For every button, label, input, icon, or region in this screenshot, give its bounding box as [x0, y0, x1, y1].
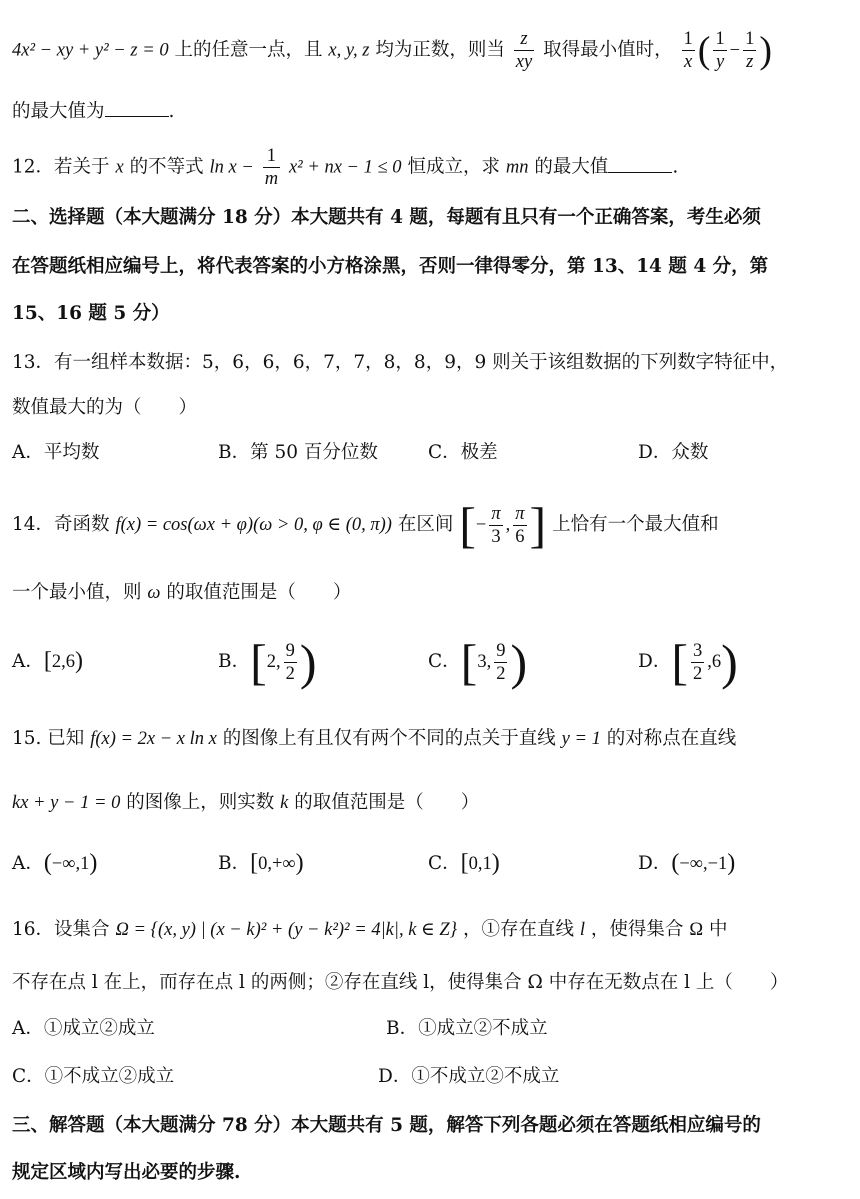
q11-vars: x, y, z	[328, 40, 370, 61]
q14-line1: 14．奇函数 f(x) = cos(ωx + φ)(ω > 0, φ ∈ (0, π)) 在区间 [− $\frac{\pi}{3}$ , $\frac{\pi}{6}$ ] 上恰有一个最大值和	[12, 497, 719, 553]
q15-line1: 15. 已知 f(x) = 2x − x ln x 的图像上有且仅有两个不同的点关于直线 y = 1 的对称点在直线	[12, 728, 737, 749]
q11-expr-coef: $\frac{1}{x}$	[683, 29, 693, 72]
section3-line1: 三、解答题（本大题满分 78 分）本大题共有 5 题，解答下列各题必须在答题纸相应编号的	[12, 1115, 761, 1136]
q14-line2: 一个最小值，则 ω 的取值范围是（ ）	[12, 582, 352, 603]
q15-option-a: A．(−∞,1)	[12, 850, 98, 876]
q14-interval-left: $\frac{\pi}{3}$	[491, 503, 501, 547]
q13-option-b: B．第 50 百分位数	[218, 442, 378, 463]
section2-line3: 15、16 题 5 分）	[12, 303, 170, 324]
q11-line2: 的最大值为 .	[12, 101, 175, 122]
q16-line2: 不存在点 l 在上，而存在点 l 的两侧；②存在直线 l，使得集合 Ω 中存在无数点在 l 上（ ）	[12, 972, 789, 993]
q16-option-d: D．①不成立②不成立	[378, 1066, 560, 1087]
q16-option-a: A．①成立②成立	[12, 1018, 155, 1039]
q11-equation: 4x² − xy + y² − z = 0	[12, 40, 169, 61]
q11-text1: 上的任意一点，且	[174, 39, 323, 61]
q14-option-a: A．[2,6)	[12, 648, 83, 674]
q14-interval-right: $\frac{\pi}{6}$	[515, 503, 525, 547]
q15-line2: kx + y − 1 = 0 的图像上，则实数 k 的取值范围是（ ）	[12, 792, 480, 813]
q14-option-c: C．[3, $\frac{9}{2}$ )	[428, 634, 528, 690]
q13-line2: 数值最大的为（ ）	[12, 397, 198, 418]
q14-option-b: B．[2, $\frac{9}{2}$ )	[218, 634, 317, 690]
section2-line2: 在答题纸相应编号上，将代表答案的小方格涂黑，否则一律得零分，第 13、14 题 4 分，第	[12, 256, 769, 277]
q12-inequality-right: x² + nx − 1 ≤ 0	[288, 157, 402, 178]
q12-fraction: $\frac{1}{m}$	[264, 146, 279, 189]
q11-fraction: $\frac{z}{xy}$	[515, 29, 533, 72]
q16-option-b: B．①成立②不成立	[386, 1018, 548, 1039]
q13-option-a: A．平均数	[12, 442, 100, 463]
q13-line1: 13．有一组样本数据：5，6，6，6，7，7，8，8，9，9 则关于该组数据的下列数字特征中，	[12, 352, 789, 373]
q14-function: f(x) = cos(ωx + φ)(ω > 0, φ ∈ (0, π))	[115, 515, 392, 535]
q11-text2: 均为正数，则当	[375, 39, 505, 61]
q12-number: 12．	[12, 156, 55, 178]
answer-blank	[608, 156, 672, 173]
section3-line2: 规定区域内写出必要的步骤.	[12, 1162, 241, 1183]
q15-function: f(x) = 2x − x ln x	[90, 729, 217, 749]
q16-option-c: C．①不成立②成立	[12, 1066, 175, 1087]
q15-option-b: B．[0,+∞)	[218, 850, 304, 876]
q16-line1: 16．设集合 Ω = {(x, y) | (x − k)² + (y − k²)² = 4|k|, k ∈ Z} ，①存在直线 l ，使得集合 Ω 中	[12, 919, 728, 940]
q12: 12．若关于 x 的不等式 ln x − $\frac{1}{m}$ x² + nx − 1 ≤ 0 恒成立，求 mn 的最大值 .	[12, 146, 679, 189]
q16-set-definition: Ω = {(x, y) | (x − k)² + (y − k²)² = 4|k|, k ∈ Z}	[115, 920, 458, 940]
q12-inequality-left: ln x −	[209, 157, 254, 178]
q11-line1: 4x² − xy + y² − z = 0 上的任意一点，且 x, y, z 均为正数，则当 $\frac{z}{xy}$ 取得最小值时， $\frac{1}{x}$ ( $\frac{1}{y}$ − $\frac{1}{z}$ )	[12, 29, 773, 72]
q11-answer-prompt: 的最大值为	[12, 101, 105, 122]
q11-text3: 取得最小值时，	[543, 39, 673, 61]
q13-option-c: C．极差	[428, 442, 498, 463]
answer-blank	[105, 100, 169, 117]
q14-option-d: D．[ $\frac{3}{2}$ ,6)	[638, 634, 738, 690]
q15-option-d: D．(−∞,−1)	[638, 850, 736, 876]
q15-option-c: C．[0,1)	[428, 850, 500, 876]
section2-line1: 二、选择题（本大题满分 18 分）本大题共有 4 题，每题有且只有一个正确答案，考生必须	[12, 207, 761, 228]
q13-option-d: D．众数	[638, 442, 709, 463]
